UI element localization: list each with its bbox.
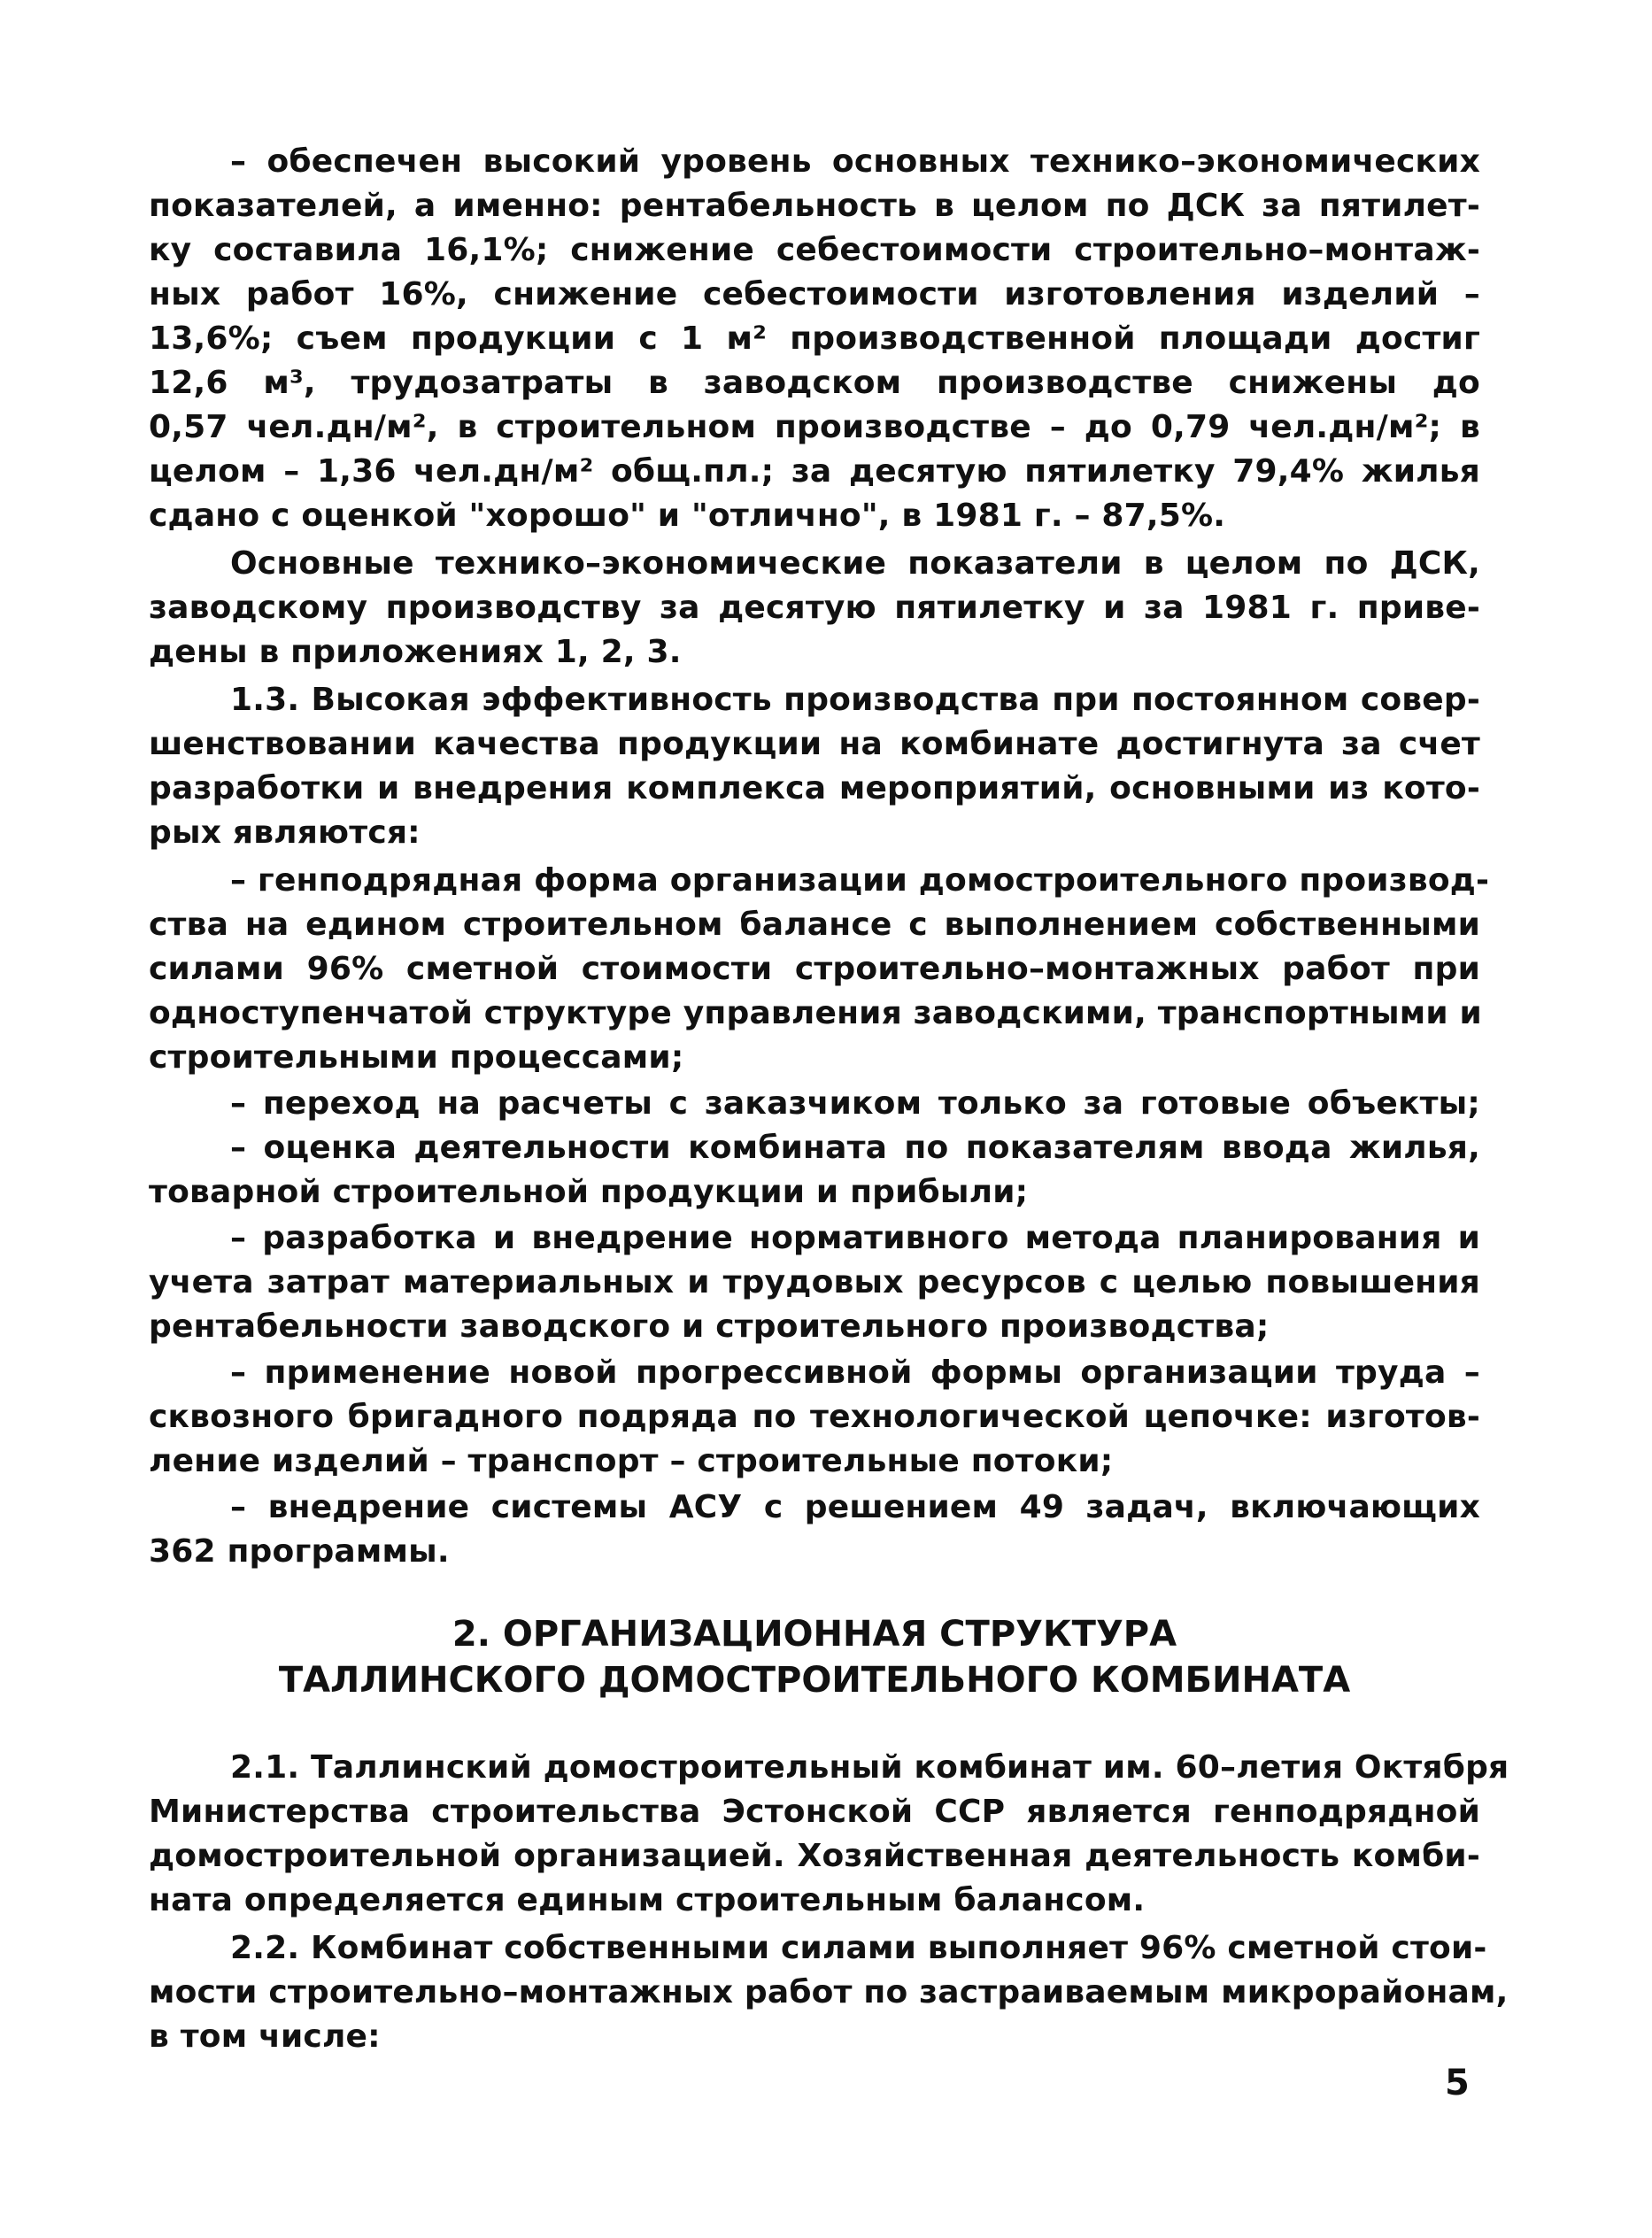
text-line: целом – 1,36 чел.дн/м² общ.пл.; за десятую пятилетку 79,4% жилья xyxy=(149,453,1480,490)
text-line: 12,6 м³, трудозатраты в заводском производстве снижены до xyxy=(149,365,1480,401)
text-line: мости строительно–монтажных работ по застраиваемым микрорайонам, xyxy=(149,1974,1509,2010)
page-number: 5 xyxy=(1445,2063,1470,2103)
text-line: дены в приложениях 1, 2, 3. xyxy=(149,634,682,670)
text-line: – внедрение системы АСУ с решением 49 задач, включающих xyxy=(230,1489,1480,1525)
section-heading-line: ТАЛЛИНСКОГО ДОМОСТРОИТЕЛЬНОГО КОМБИНАТА xyxy=(278,1660,1351,1701)
section-heading-line: 2. ОРГАНИЗАЦИОННАЯ СТРУКТУРА xyxy=(452,1614,1177,1655)
text-line: ку составила 16,1%; снижение себестоимости строительно–монтаж- xyxy=(149,232,1480,268)
text-line: 362 программы. xyxy=(149,1533,450,1570)
text-line: – обеспечен высокий уровень основных технико–экономических xyxy=(230,143,1480,180)
text-line: ных работ 16%, снижение себестоимости изготовления изделий – xyxy=(149,276,1480,313)
text-line: Министерства строительства Эстонской ССР является генподрядной xyxy=(149,1794,1480,1830)
text-line: Основные технико–экономические показатели в целом по ДСК, xyxy=(230,545,1480,582)
text-line: шенствовании качества продукции на комбинате достигнута за счет xyxy=(149,726,1480,762)
text-line: в том числе: xyxy=(149,2018,381,2055)
text-line: рых являются: xyxy=(149,814,421,851)
text-line: товарной строительной продукции и прибыли; xyxy=(149,1174,1029,1210)
text-line: сквозного бригадного подряда по технологической цепочке: изготов- xyxy=(149,1399,1480,1435)
text-line: ства на едином строительном балансе с выполнением собственными xyxy=(149,907,1480,943)
text-line: – оценка деятельности комбината по показателям ввода жилья, xyxy=(230,1130,1480,1166)
text-line: – генподрядная форма организации домостроительного производ- xyxy=(230,862,1490,899)
text-line: – переход на расчеты с заказчиком только за готовые объекты; xyxy=(230,1085,1480,1122)
text-line: ление изделий – транспорт – строительные потоки; xyxy=(149,1443,1114,1479)
text-line: 1.3. Высокая эффективность производства при постоянном совер- xyxy=(230,682,1480,718)
text-line: 2.1. Таллинский домостроительный комбинат им. 60–летия Октября xyxy=(230,1749,1509,1786)
text-line: – применение новой прогрессивной формы организации труда – xyxy=(230,1354,1480,1391)
text-line: 0,57 чел.дн/м², в строительном производстве – до 0,79 чел.дн/м²; в xyxy=(149,409,1480,445)
text-line: рентабельности заводского и строительного производства; xyxy=(149,1308,1270,1345)
text-line: силами 96% сметной стоимости строительно–монтажных работ при xyxy=(149,951,1480,987)
text-line: показателей, а именно: рентабельность в целом по ДСК за пятилет- xyxy=(149,188,1480,224)
text-line: заводскому производству за десятую пятилетку и за 1981 г. приве- xyxy=(149,590,1480,626)
text-line: строительными процессами; xyxy=(149,1039,684,1076)
text-line: домостроительной организацией. Хозяйственная деятельность комби- xyxy=(149,1838,1480,1874)
text-line: 2.2. Комбинат собственными силами выполняет 96% сметной стои- xyxy=(230,1930,1487,1966)
text-line: учета затрат материальных и трудовых ресурсов с целью повышения xyxy=(149,1264,1480,1300)
text-line: разработки и внедрения комплекса мероприятий, основными из кото- xyxy=(149,770,1480,806)
text-line: сдано с оценкой "хорошо" и "отлично", в 1981 г. – 87,5%. xyxy=(149,498,1226,534)
text-line: – разработка и внедрение нормативного метода планирования и xyxy=(230,1220,1480,1256)
text-line: одноступенчатой структуре управления заводскими, транспортными и xyxy=(149,995,1482,1031)
text-line: 13,6%; съем продукции с 1 м² производственной площади достиг xyxy=(149,320,1480,357)
text-line: ната определяется единым строительным балансом. xyxy=(149,1882,1146,1918)
